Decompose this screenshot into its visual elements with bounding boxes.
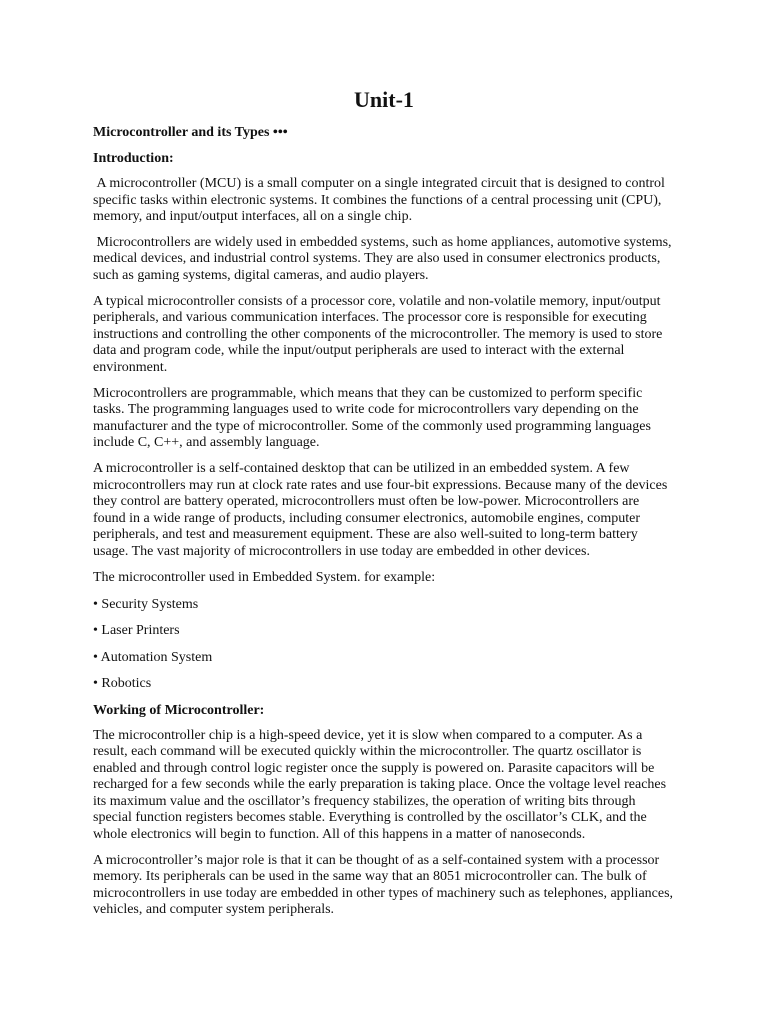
working-heading: Working of Microcontroller:	[93, 702, 265, 718]
example-list-item: • Automation System	[93, 649, 213, 665]
intro-paragraph: Microcontrollers are programmable, which means that they can be customized to perform specific tasks. The programming languages used to write code for microcontrollers vary depending on the manufacturer and the type of microcontroller. Some of the commonly used programming languages include C, C++, and assembly language.	[93, 385, 651, 451]
intro-paragraph: Microcontrollers are widely used in embedded systems, such as home appliances, automotive systems, medical devices, and industrial control systems. They are also used in consumer electronics products, such as gaming systems, digital cameras, and audio players.	[93, 234, 676, 283]
example-list-item: • Laser Printers	[93, 623, 180, 639]
page-title: Unit-1	[354, 87, 414, 112]
working-paragraph: A microcontroller’s major role is that it can be thought of as a self-contained system with a processor memory. Its peripherals can be used in the same way that an 8051 microcontroller can. The bulk of microcontrollers in use today are embedded in other types of machinery such as telephones, appliances, vehicles, and computer system peripherals.	[93, 852, 674, 918]
document-page	[93, 86, 675, 928]
intro-paragraph: A typical microcontroller consists of a processor core, volatile and non-volatile memory, input/output peripherals, and various communication interfaces. The processor core is responsible for executing instructions and controlling the other components of the microcontroller. The memory is used to store data and program code, while the input/output peripherals are used to interact with the external environment.	[93, 293, 663, 375]
example-list-item: • Robotics	[93, 676, 152, 692]
examples-intro: The microcontroller used in Embedded System. for example:	[93, 570, 436, 586]
example-list-item: • Security Systems	[93, 596, 199, 612]
working-paragraph: The microcontroller chip is a high-speed device, yet it is slow when compared to a computer. As a result, each command will be executed quickly within the microcontroller. The quartz oscillator is enabled and through control logic register once the supply is powered on. Parasite capacitors will be recharged for a few seconds while the early preparation is taking place. Once the voltage level reaches its maximum value and the oscillator’s frequency stabilizes, the operation of writing bits through special function registers becomes stable. Everything is controlled by the oscillator’s CLK, and the whole electronics will begin to function. All of this happens in a matter of nanoseconds.	[93, 727, 667, 843]
introduction-heading: Introduction:	[93, 151, 174, 166]
intro-paragraph: A microcontroller is a self-contained desktop that can be utilized in an embedded system. A few microcontrollers may run at clock rate rates and use four-bit expressions. Because many of the devices they control are battery operated, microcontrollers must often be low-power. Microcontrollers are found in a wide range of products, including consumer electronics, automobile engines, computer peripherals, and test and measurement equipment. These are also well-suited to long-term battery usage. The vast majority of microcontrollers in use today are embedded in other devices.	[93, 460, 668, 559]
intro-paragraph: A microcontroller (MCU) is a small computer on a single integrated circuit that is designed to control specific tasks within electronic systems. It combines the functions of a central processing unit (CPU), memory, and input/output interfaces, all on a single chip.	[93, 176, 669, 225]
document-subtitle: Microcontroller and its Types •••	[93, 125, 288, 140]
